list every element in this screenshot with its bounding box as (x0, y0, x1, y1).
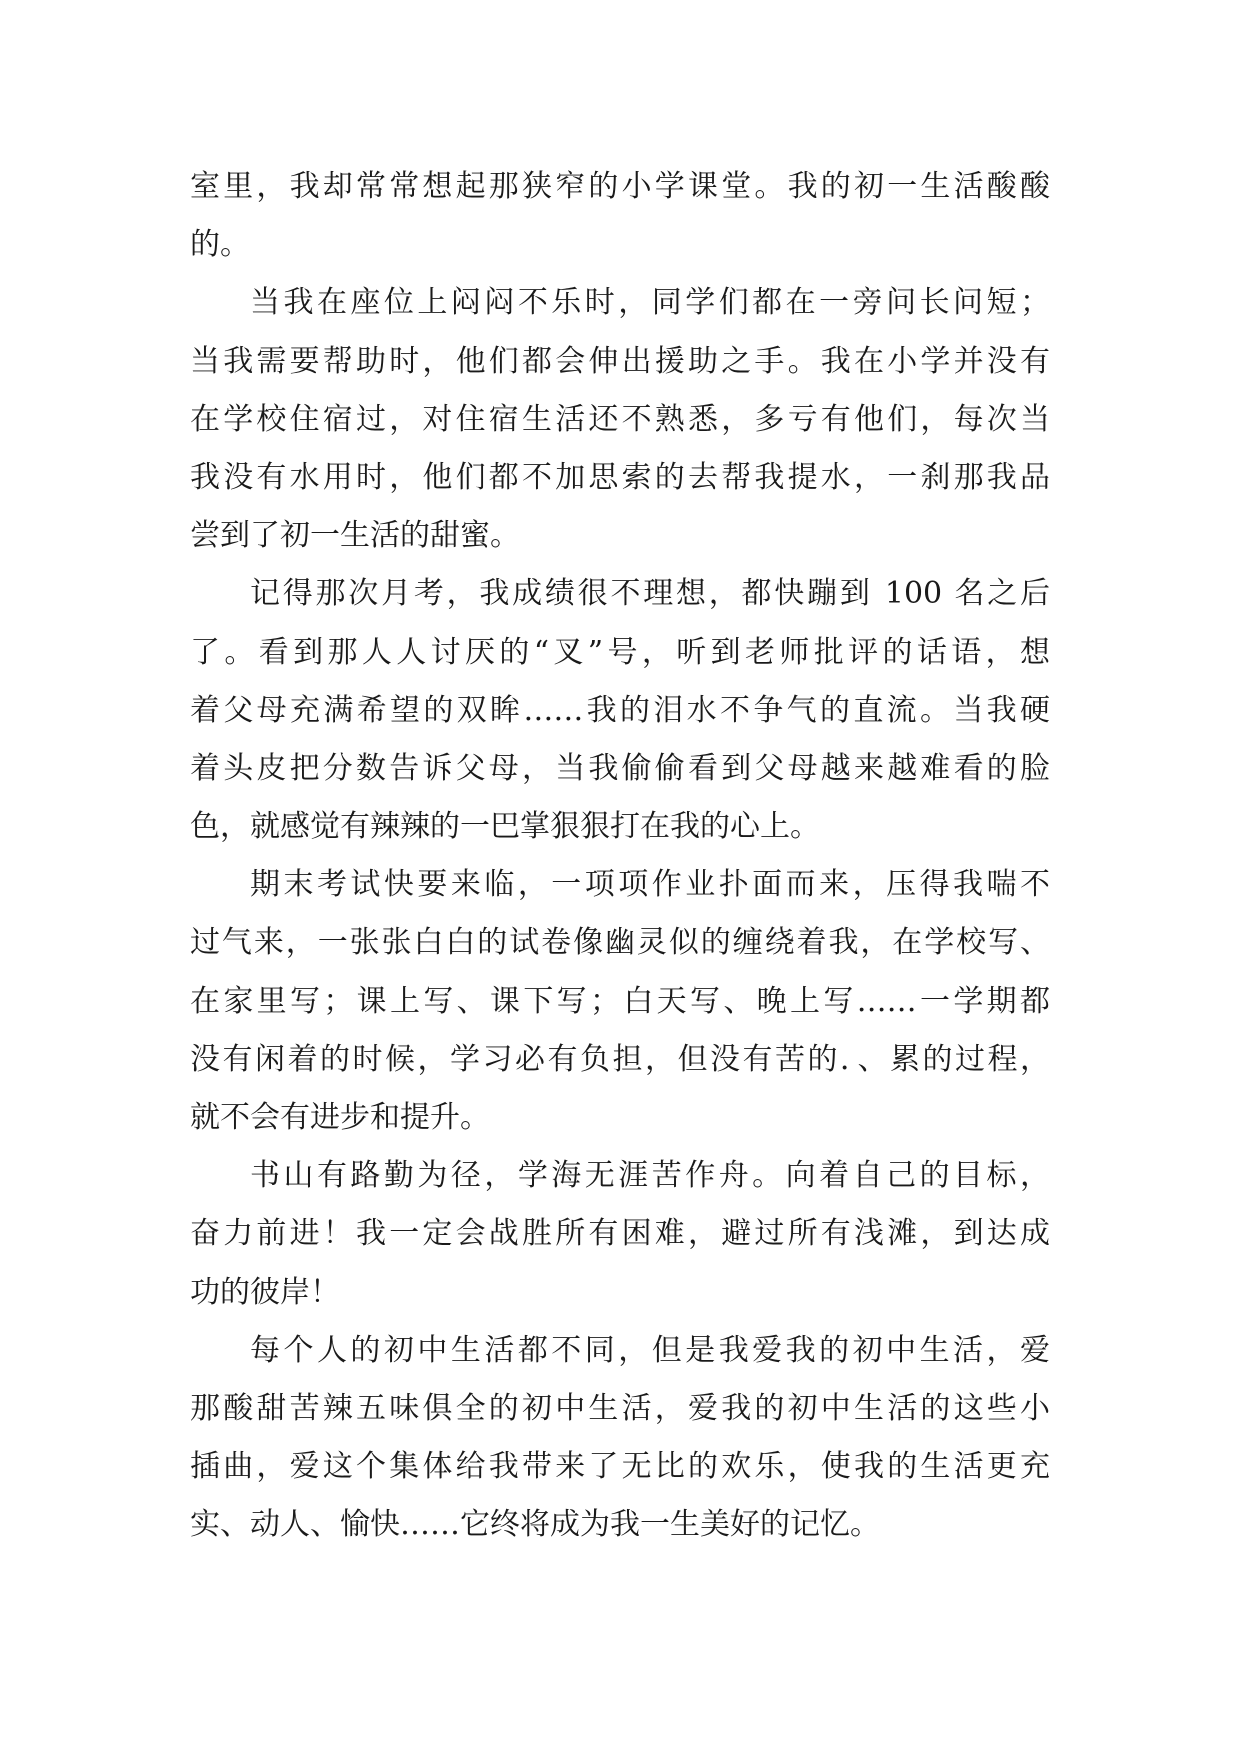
text-line: 我没有水用时，他们都不加思索的去帮我提水，一刹那我品 (190, 459, 1050, 495)
text-line: 书山有路勤为径，学海无涯苦作舟。向着自己的目标， (250, 1158, 1050, 1194)
text-line: 那酸甜苦辣五味俱全的初中生活，爱我的初中生活的这些小 (190, 1390, 1050, 1426)
text-line: 奋力前进！我一定会战胜所有困难，避过所有浅滩，到达成 (190, 1216, 1050, 1252)
text-line: 着父母充满希望的双眸……我的泪水不争气的直流。当我硬 (190, 692, 1050, 728)
text-line: 色，就感觉有辣辣的一巴掌狠狠打在我的心上。 (190, 809, 820, 845)
text-line: 就不会有进步和提升。 (190, 1100, 490, 1135)
text-line: 功的彼岸！ (190, 1274, 340, 1310)
text-line: 插曲，爱这个集体给我带来了无比的欢乐，使我的生活更充 (190, 1449, 1050, 1485)
text-line: 在学校住宿过，对住宿生活还不熟悉，多亏有他们，每次当 (190, 401, 1050, 437)
text-line: 室里，我却常常想起那狭窄的小学课堂。我的初一生活酸酸 (190, 169, 1050, 204)
text-line: 每个人的初中生活都不同，但是我爱我的初中生活，爱 (250, 1332, 1050, 1368)
paragraph (190, 158, 1050, 274)
text-line: 期末考试快要来临，一项项作业扑面而来，压得我喘不 (250, 867, 1050, 903)
text-line: 尝到了初一生活的甜蜜。 (190, 518, 520, 554)
text-line: 记得那次月考，我成绩很不理想，都快蹦到 100 名之后 (250, 576, 1050, 612)
text-line: 没有闲着的时候，学习必有负担，但没有苦的．、累的过程， (190, 1041, 1050, 1077)
text-line: 当我在座位上闷闷不乐时，同学们都在一旁问长问短； (250, 285, 1050, 321)
text-line: 当我需要帮助时，他们都会伸出援助之手。我在小学并没有 (190, 343, 1050, 379)
text-line: 着头皮把分数告诉父母，当我偷偷看到父母越来越难看的脸 (190, 750, 1050, 786)
paragraph (190, 1322, 1050, 1555)
text-line: 过气来，一张张白白的试卷像幽灵似的缠绕着我，在学校写、 (190, 925, 1050, 961)
text-line: 实、动人、愉快……它终将成为我一生美好的记忆。 (190, 1507, 880, 1543)
text-line: 的。 (190, 227, 250, 263)
paragraph (190, 856, 1050, 1147)
paragraph (190, 1147, 1050, 1322)
document-body (190, 158, 1050, 1555)
text-line: 了。看到那人人讨厌的“叉”号，听到老师批评的话语，想 (190, 634, 1050, 670)
paragraph (190, 565, 1050, 856)
text-line: 在家里写；课上写、课下写；白天写、晚上写……一学期都 (190, 983, 1050, 1019)
paragraph (190, 274, 1050, 565)
